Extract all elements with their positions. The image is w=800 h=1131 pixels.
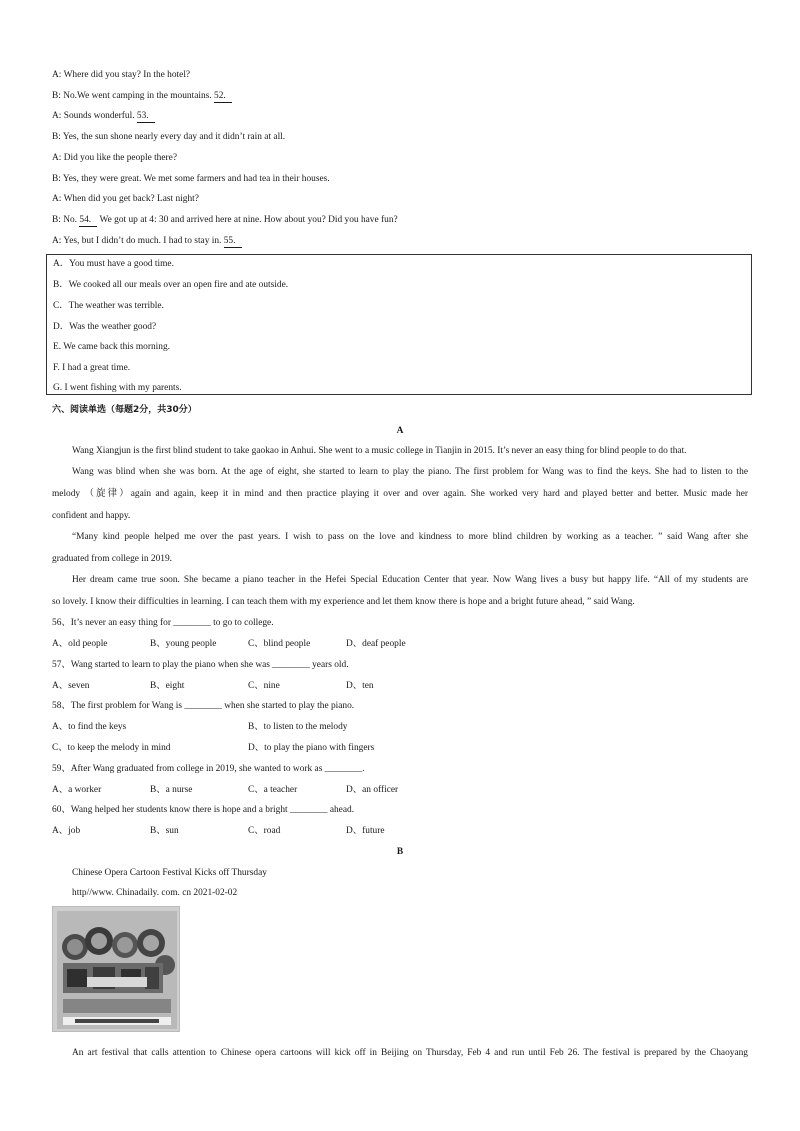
opera-cartoon-illustration: [53, 907, 180, 1032]
passage-a-line: graduated from college in 2019.: [52, 554, 173, 564]
passage-b-body: An art festival that calls attention to Chinese opera cartoons will kick off in Beijing on Thursday, Feb 4 and run until Feb 26. The festival is prepared by the Chaoyang: [72, 1048, 748, 1058]
speaker-label: B: [52, 215, 59, 225]
speaker-colon: :: [58, 236, 64, 246]
q59-choice-d: D、an officer: [346, 785, 399, 795]
dialogue-line: [52, 193, 199, 205]
option-f: F. I had a great time.: [53, 363, 131, 373]
dialogue-text: Did you like the people there?: [63, 153, 177, 163]
dialogue-line: [52, 90, 232, 103]
answer-blank: 53.: [137, 111, 155, 123]
q56-choice-b: B、young people: [150, 639, 217, 649]
speaker-colon: :: [58, 111, 64, 121]
q60-choice-d: D、future: [346, 826, 385, 836]
dialogue-text: Where did you stay? In the hotel?: [63, 70, 191, 80]
speaker-label: A: [52, 194, 59, 204]
question-56: 56、It’s never an easy thing for ________ to go to college.: [52, 618, 274, 628]
q58-choice-c: C、to keep the melody in mind: [52, 743, 171, 753]
speaker-label: A: [52, 236, 59, 246]
q58-choice-a: A、to find the keys: [52, 722, 127, 732]
speaker-label: B: [52, 91, 59, 101]
option-c: C．The weather was terrible.: [53, 301, 164, 311]
option-d: D．Was the weather good?: [53, 322, 157, 332]
q60-choice-a: A、job: [52, 826, 81, 836]
answer-blank: 52.: [214, 91, 232, 103]
option-a: A．You must have a good time.: [53, 259, 174, 269]
passage-b-source: http//www. Chinadaily. com. cn 2021-02-02: [72, 888, 238, 898]
question-59: 59、After Wang graduated from college in 2019, she wanted to work as ________.: [52, 764, 365, 774]
dialogue-text: Yes, but I didn’t do much. I had to stay in.: [63, 236, 224, 246]
question-58: 58、The first problem for Wang is ________ when she started to play the piano.: [52, 701, 355, 711]
dialogue-line: [52, 69, 190, 81]
speaker-label: A: [52, 111, 59, 121]
q57-choice-a: A、seven: [52, 681, 90, 691]
question-60: 60、Wang helped her students know there is hope and a bright ________ ahead.: [52, 805, 355, 815]
options-box: [46, 254, 752, 395]
q58-choice-b: B、to listen to the melody: [248, 722, 348, 732]
option-e: E. We came back this morning.: [53, 342, 171, 352]
dialogue-text: No.We went camping in the mountains.: [63, 91, 214, 101]
passage-a-line: “Many kind people helped me over the past years. I wish to pass on the love and kindness to more blind children by working as a teacher. ” said Wang after she: [72, 532, 748, 542]
question-57: 57、Wang started to learn to play the piano when she was ________ years old.: [52, 660, 349, 670]
section-title: 六、阅读单选（每题2分，共30分）: [52, 405, 197, 415]
opera-cartoon-photo: [52, 906, 180, 1032]
dialogue-line: [52, 131, 285, 143]
q56-choice-d: D、deaf people: [346, 639, 406, 649]
dialogue-line: [52, 214, 398, 227]
speaker-colon: :: [58, 174, 63, 184]
dialogue-line: [52, 173, 330, 185]
dialogue-text: When did you get back? Last night?: [63, 194, 199, 204]
dialogue-text: No.: [63, 215, 80, 225]
speaker-colon: :: [58, 153, 64, 163]
q59-choice-b: B、a nurse: [150, 785, 193, 795]
q56-choice-c: C、blind people: [248, 639, 311, 649]
q60-choice-c: C、road: [248, 826, 281, 836]
passage-b-label: B: [396, 847, 404, 857]
dialogue-text: Sounds wonderful.: [63, 111, 137, 121]
passage-a-line: Wang was blind when she was born. At the age of eight, she started to learn to play the piano. The first problem for Wang was to find the keys. She had to listen to the: [72, 467, 748, 477]
option-b: B．We cooked all our meals over an open fire and ate outside.: [53, 280, 289, 290]
dialogue-line: [52, 152, 177, 164]
passage-a-line: Wang Xiangjun is the first blind student to take gaokao in Anhui. She went to a music college in Tianjin in 2015. It’s never an easy thing for blind people to do that.: [72, 446, 687, 456]
q58-choice-d: D、to play the piano with fingers: [248, 743, 375, 753]
dialogue-line: [52, 235, 242, 248]
answer-blank: 55.: [224, 236, 242, 248]
passage-a-line: so lovely. I know their difficulties in learning. I can teach them with my experience and let them know there is hope and a bright future ahead, ” said Wang.: [52, 597, 635, 607]
dialogue-text: Yes, they were great. We met some farmers and had tea in their houses.: [62, 174, 330, 184]
q60-choice-b: B、sun: [150, 826, 179, 836]
speaker-colon: :: [58, 91, 64, 101]
q56-choice-a: A、old people: [52, 639, 108, 649]
speaker-label: B: [52, 132, 59, 142]
passage-b-headline: Chinese Opera Cartoon Festival Kicks off Thursday: [72, 868, 267, 878]
speaker-label: A: [52, 70, 59, 80]
q57-choice-d: D、ten: [346, 681, 374, 691]
q59-choice-a: A、a worker: [52, 785, 102, 795]
speaker-colon: :: [58, 194, 64, 204]
dialogue-line: [52, 110, 155, 123]
q59-choice-c: C、a teacher: [248, 785, 298, 795]
option-g: G. I went fishing with my parents.: [53, 383, 182, 393]
q57-choice-b: B、eight: [150, 681, 185, 691]
speaker-label: A: [52, 153, 59, 163]
speaker-colon: :: [58, 132, 63, 142]
passage-a-line: melody （旋律）again and again, keep it in mind and then practice playing it over and over again. She worked very hard and played better and better. Music made her: [52, 489, 748, 499]
speaker-label: B: [52, 174, 59, 184]
passage-a-label: A: [396, 426, 404, 436]
dialogue-text: We got up at 4: 30 and arrived here at nine. How about you? Did you have fun?: [97, 215, 398, 225]
answer-blank: 54.: [79, 215, 97, 227]
dialogue-text: Yes, the sun shone nearly every day and it didn’t rain at all.: [62, 132, 286, 142]
speaker-colon: :: [58, 215, 64, 225]
speaker-colon: :: [58, 70, 64, 80]
passage-a-line: Her dream came true soon. She became a piano teacher in the Hefei Special Education Center that year. Now Wang lives a busy but happy life. “All of my students are: [72, 575, 748, 585]
passage-a-line: confident and happy.: [52, 511, 131, 521]
q57-choice-c: C、nine: [248, 681, 280, 691]
